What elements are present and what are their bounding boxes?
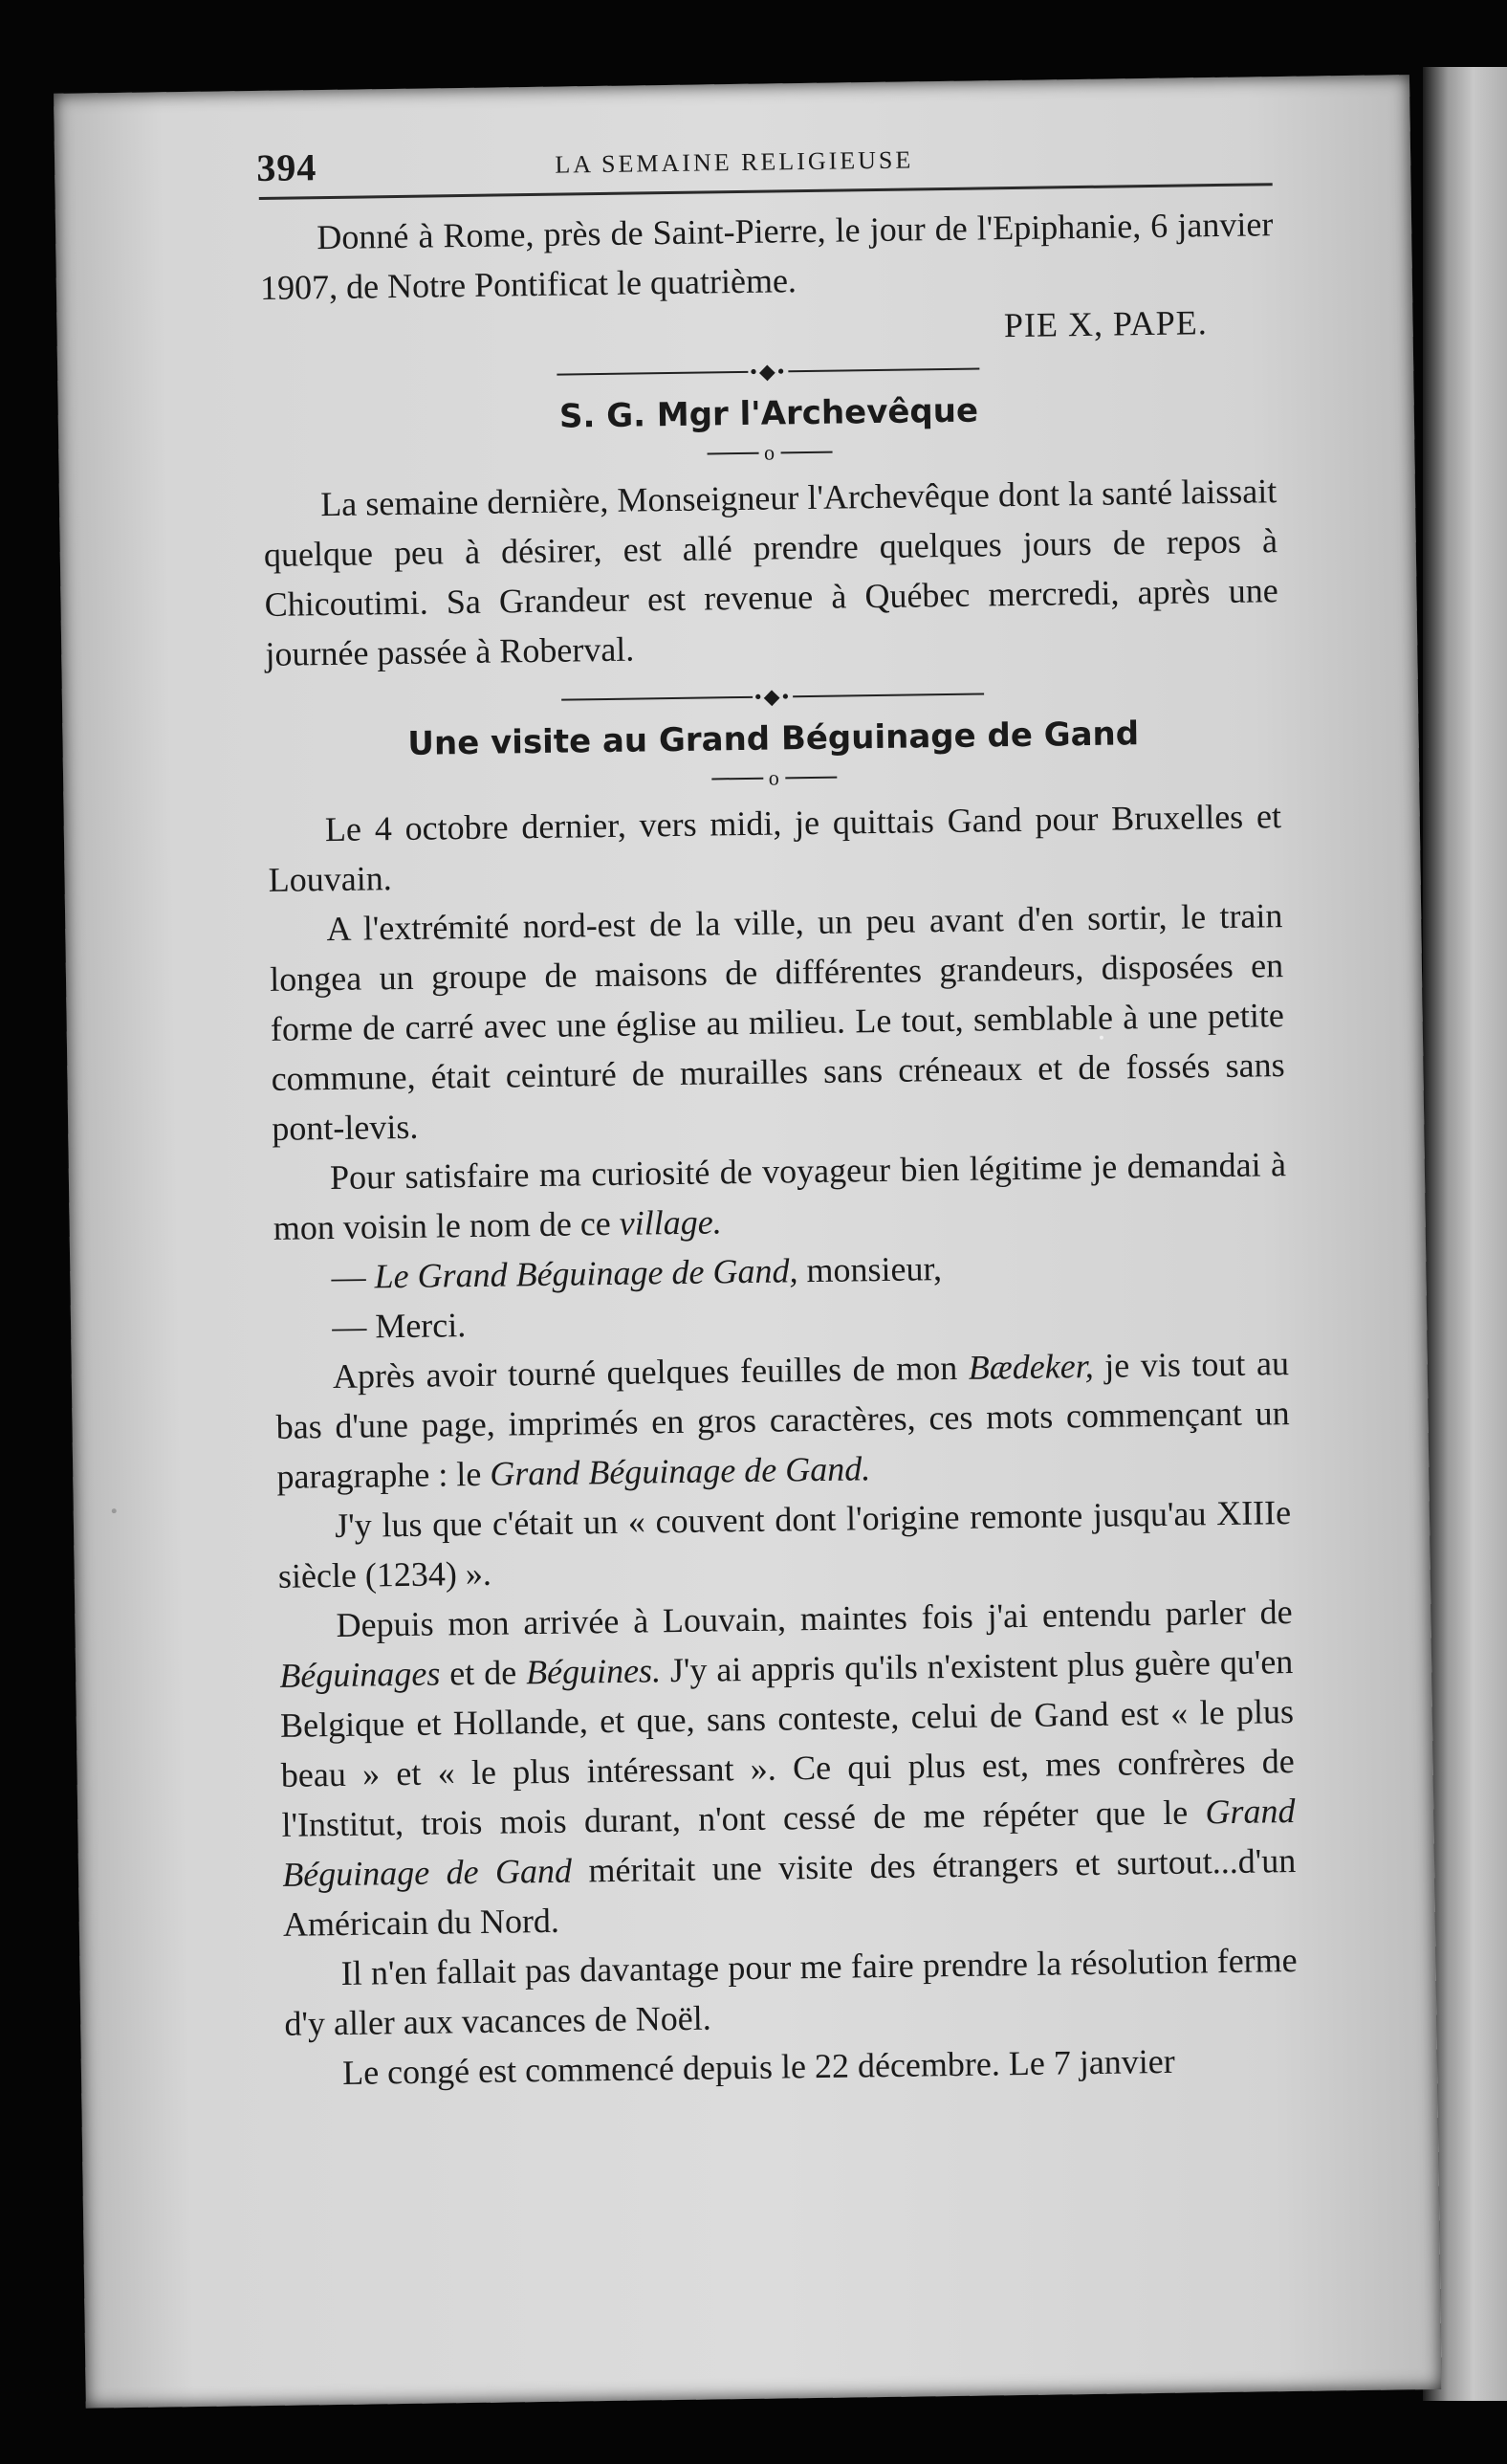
ornament-mark: •◆• xyxy=(750,359,787,385)
paragraph: J'y lus que c'était un « couvent dont l'origine remonte jusqu'au XIIIe siècle (1234) ». xyxy=(277,1492,1292,1595)
dust-speck xyxy=(112,1508,117,1513)
paragraph: A l'extrémité nord-est de la ville, un peu avant d'en sortir, le train longea un groupe de maisons de différentes grandeurs, disposées en forme de carré avec une église au milieu. Le tout, semblable à une petite commune, était ceinturé de murailles sans créneaux et de fossés sans pont-levis. xyxy=(269,895,1285,1148)
ornament-rule xyxy=(789,368,980,373)
paragraph: — Le Grand Béguinage de Gand, monsieur, xyxy=(331,1249,943,1296)
paragraph-archeveque: La semaine dernière, Monseigneur l'Archevêque dont la santé laissait quelque peu à désirer, est allé prendre quelques jours de repos à Chicoutimi. Sa Grandeur est revenue à Québec mercredi, après une journée passée à Roberval. xyxy=(263,472,1278,674)
paragraph: Le 4 octobre dernier, vers midi, je quittais Gand pour Bruxelles et Louvain. xyxy=(268,797,1282,899)
ornament-rule xyxy=(793,693,984,697)
running-title: LA SEMAINE RELIGIEUSE xyxy=(555,145,914,179)
section-title-beguinage: Une visite au Grand Béguinage de Gand xyxy=(407,715,1140,763)
ornament-rule xyxy=(561,696,753,701)
page-text xyxy=(258,129,1299,2098)
paragraph: — Merci. xyxy=(331,1305,467,1346)
page-number: 394 xyxy=(256,145,317,190)
rule-mark: o xyxy=(763,440,775,466)
paragraph: Après avoir tourné quelques feuilles de mon Bædeker, je vis tout au bas d'une page, imprimés en gros caractères, ces mots commençant un paragraphe : le Grand Béguinage de Gand. xyxy=(275,1343,1290,1496)
rule-mark: o xyxy=(768,765,779,790)
papal-signature: PIE X, PAPE. xyxy=(1003,303,1208,345)
ornament-mark: •◆• xyxy=(754,684,792,709)
paragraph: Il n'en fallait pas davantage pour me faire prendre la résolution ferme d'y aller aux vacances de Noël. xyxy=(284,1940,1298,2043)
paragraph: Pour satisfaire ma curiosité de voyageur bien légitime je demandai à mon voisin le nom de ce village. xyxy=(273,1144,1287,1247)
section-title-archeveque: S. G. Mgr l'Archevêque xyxy=(558,391,979,437)
closing-line: Donné à Rome, près de Saint-Pierre, le jour de l'Epiphanie, 6 janvier 1907, de Notre Pontificat le quatrième. xyxy=(259,205,1274,307)
ornament-rule xyxy=(557,371,748,376)
paragraph: Depuis mon arrivée à Louvain, maintes fois j'ai entendu parler de Béguinages et de Béguines. J'y ai appris qu'ils n'existent plus guère qu'en Belgique et Hollande, et que, sans conteste, celui de Gand est « le plus beau » et « le plus intéressant ». Ce qui plus est, mes confrères de l'Institut, trois mois durant, n'ont cessé de me répéter que le Grand Béguinage de Gand méritait une visite des étrangers et surtout...d'un Américain du Nord. xyxy=(279,1592,1297,1944)
paragraph: Le congé est commencé depuis le 22 décembre. Le 7 janvier xyxy=(341,2041,1176,2092)
